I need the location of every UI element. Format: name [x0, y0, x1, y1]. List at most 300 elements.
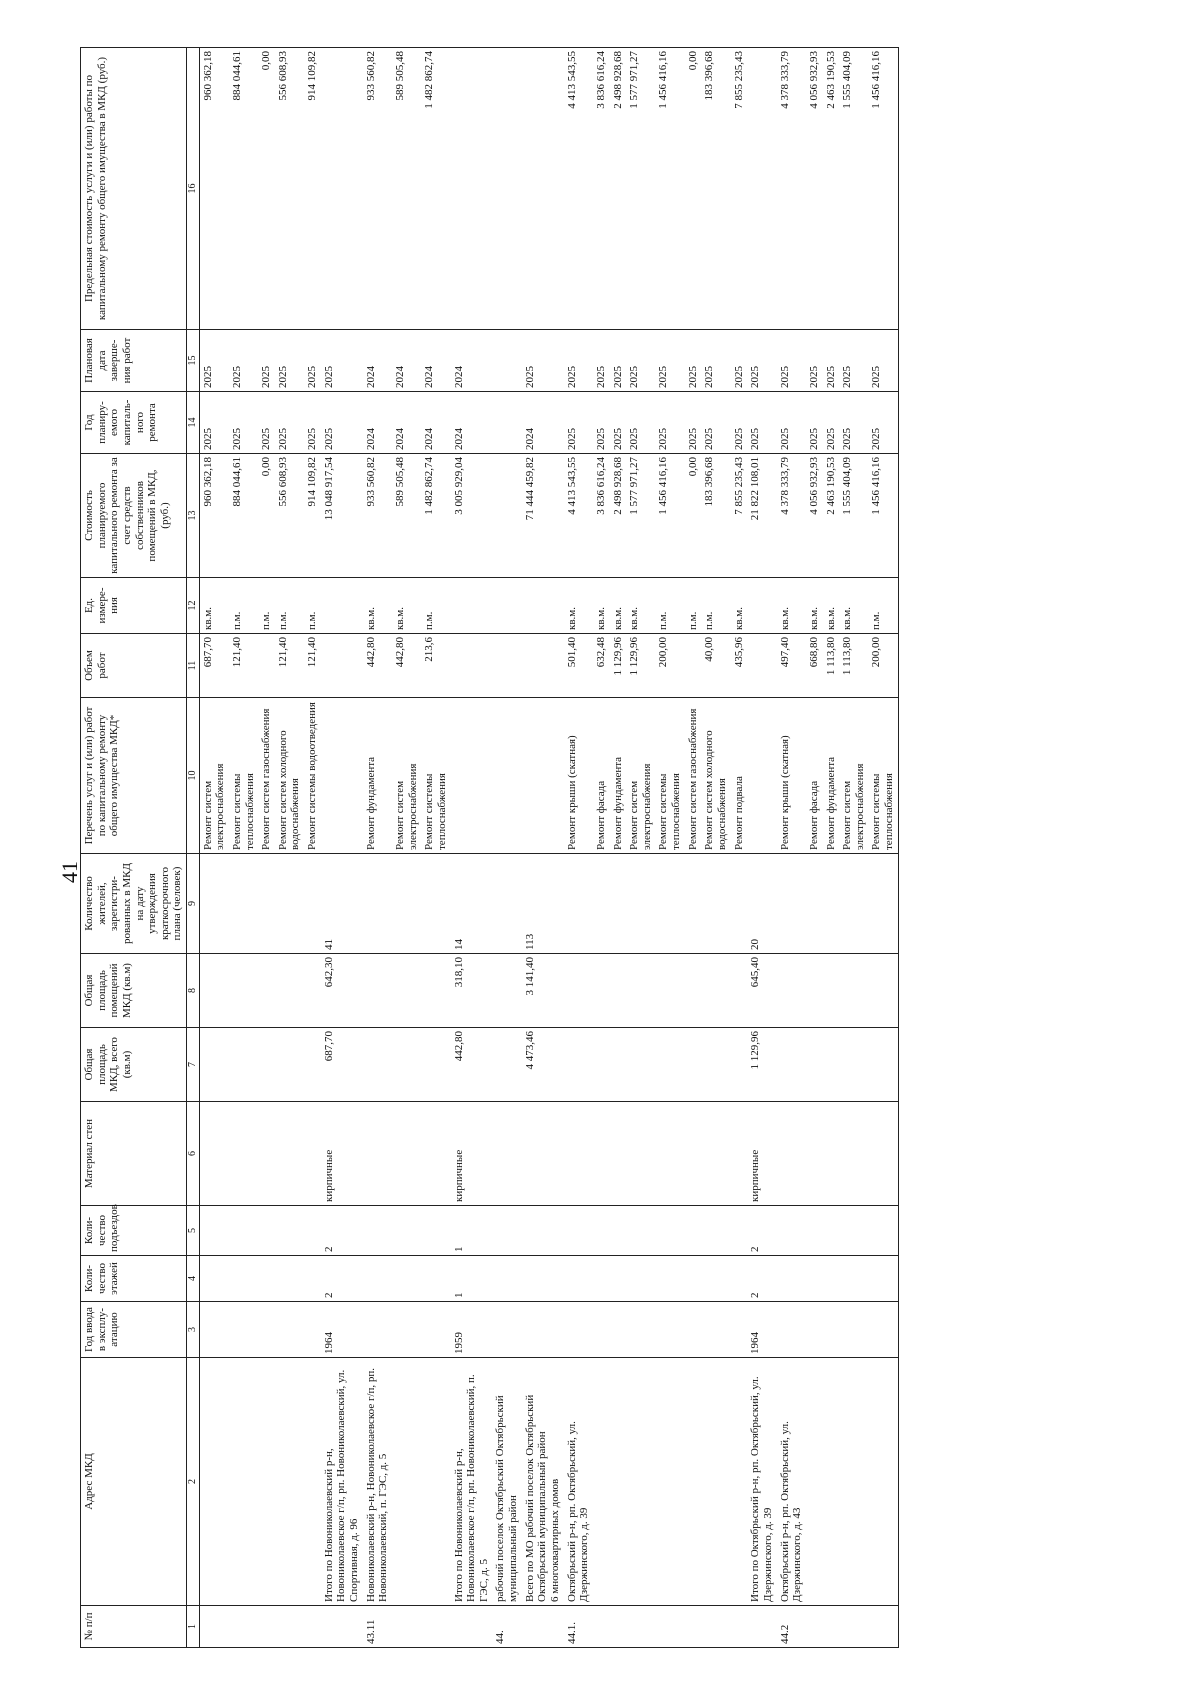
- column-number: 11: [187, 634, 200, 698]
- table-cell: 2025: [199, 330, 229, 392]
- table-cell: 1 577 971,27: [626, 48, 655, 330]
- table-cell: 2025: [701, 330, 730, 392]
- table-cell: 2025: [304, 392, 321, 454]
- table-cell: 1 555 404,09: [839, 454, 868, 578]
- table-cell: [655, 1302, 684, 1358]
- table-cell: 2025: [777, 392, 806, 454]
- table-row: [806, 48, 823, 1648]
- table-cell: [731, 1256, 748, 1302]
- table-cell: Ремонт системы теплоснабжения: [655, 698, 684, 854]
- table-cell: кирпичные: [747, 1102, 776, 1206]
- table-cell: 589 505,48: [392, 454, 421, 578]
- table-cell: [522, 1302, 564, 1358]
- table-row: [522, 48, 564, 1648]
- table-cell: 2025: [564, 330, 593, 392]
- table-cell: [321, 578, 363, 634]
- table-cell: 0,00: [258, 48, 275, 330]
- table-cell: [823, 1256, 840, 1302]
- table-cell: [363, 854, 392, 954]
- table-cell: [823, 1206, 840, 1256]
- table-row: [685, 48, 702, 1648]
- table-cell: Ремонт систем газоснабжения: [258, 698, 275, 854]
- column-header-14: Год планиру-емого капиталь-ного ремонта: [81, 392, 187, 454]
- column-number: 8: [187, 954, 200, 1028]
- table-cell: 2025: [823, 330, 840, 392]
- table-cell: 4 473,46: [522, 1028, 564, 1102]
- table-cell: 2025: [610, 330, 627, 392]
- table-cell: [839, 1256, 868, 1302]
- table-cell: [777, 954, 806, 1028]
- table-cell: [777, 1302, 806, 1358]
- table-cell: [229, 1302, 258, 1358]
- table-row: [392, 48, 421, 1648]
- table-cell: [839, 954, 868, 1028]
- table-cell: 7 855 235,43: [731, 48, 748, 330]
- table-cell: 14: [451, 854, 493, 954]
- table-cell: [593, 1028, 610, 1102]
- table-cell: [685, 954, 702, 1028]
- table-cell: [199, 1206, 229, 1256]
- table-cell: [839, 1358, 868, 1606]
- table-cell: [258, 634, 275, 698]
- table-cell: [701, 1606, 730, 1648]
- table-cell: [610, 1028, 627, 1102]
- table-cell: [492, 1028, 521, 1102]
- table-cell: 2025: [655, 330, 684, 392]
- table-cell: 1959: [451, 1302, 493, 1358]
- table-cell: [522, 634, 564, 698]
- table-cell: [363, 1102, 392, 1206]
- table-cell: [610, 854, 627, 954]
- table-row: [701, 48, 730, 1648]
- table-cell: п.м.: [304, 578, 321, 634]
- table-cell: [655, 1028, 684, 1102]
- table-cell: кв.м.: [823, 578, 840, 634]
- table-row: [626, 48, 655, 1648]
- table-cell: [610, 1358, 627, 1606]
- table-cell: [321, 48, 363, 330]
- table-cell: [304, 1358, 321, 1606]
- table-cell: 2025: [275, 330, 304, 392]
- table-cell: 121,40: [304, 634, 321, 698]
- table-cell: [685, 1206, 702, 1256]
- table-cell: [747, 1606, 776, 1648]
- table-cell: Ремонт фасада: [806, 698, 823, 854]
- table-cell: [626, 1256, 655, 1302]
- table-cell: 121,40: [229, 634, 258, 698]
- table-cell: 2025: [868, 392, 898, 454]
- table-cell: 960 362,18: [199, 48, 229, 330]
- table-cell: [777, 1102, 806, 1206]
- table-cell: [731, 854, 748, 954]
- table-cell: [492, 1102, 521, 1206]
- table-cell: 933 560,82: [363, 454, 392, 578]
- table-cell: [777, 1028, 806, 1102]
- table-cell: [823, 1606, 840, 1648]
- table-cell: 21 822 108,01: [747, 454, 776, 578]
- table-cell: кв.м.: [593, 578, 610, 634]
- table-cell: п.м.: [421, 578, 450, 634]
- table-cell: кв.м.: [731, 578, 748, 634]
- table-cell: 7 855 235,43: [731, 454, 748, 578]
- table-cell: [258, 954, 275, 1028]
- table-cell: [839, 1606, 868, 1648]
- table-cell: 4 413 543,55: [564, 454, 593, 578]
- table-cell: п.м.: [868, 578, 898, 634]
- table-cell: [451, 48, 493, 330]
- table-row: [421, 48, 450, 1648]
- table-cell: [626, 1206, 655, 1256]
- table-cell: 0,00: [685, 454, 702, 578]
- table-cell: Ремонт крыши (скатная): [564, 698, 593, 854]
- column-number: 12: [187, 578, 200, 634]
- table-cell: 1 129,96: [747, 1028, 776, 1102]
- table-cell: [199, 1028, 229, 1102]
- table-cell: Ремонт систем газоснабжения: [685, 698, 702, 854]
- table-cell: [593, 1606, 610, 1648]
- table-cell: 2025: [868, 330, 898, 392]
- table-cell: [451, 578, 493, 634]
- table-cell: [392, 854, 421, 954]
- table-cell: п.м.: [701, 578, 730, 634]
- column-header-8: Общая площадь помещений МКД (кв.м): [81, 954, 187, 1028]
- table-cell: п.м.: [275, 578, 304, 634]
- table-cell: Ремонт систем холодного водоснабжения: [275, 698, 304, 854]
- column-header-15: Плановая дата заверше-ния работ: [81, 330, 187, 392]
- table-cell: 2025: [777, 330, 806, 392]
- table-cell: 1 129,96: [626, 634, 655, 698]
- table-cell: [421, 1358, 450, 1606]
- table-cell: [492, 634, 521, 698]
- column-number: 5: [187, 1206, 200, 1256]
- table-cell: 4 378 333,79: [777, 454, 806, 578]
- table-cell: [806, 1028, 823, 1102]
- column-header-3: Год ввода в эксплу-атацию: [81, 1302, 187, 1358]
- table-row: [777, 48, 806, 1648]
- table-cell: 4 056 932,93: [806, 454, 823, 578]
- table-cell: [610, 1206, 627, 1256]
- table-cell: [839, 854, 868, 954]
- table-cell: 2025: [593, 330, 610, 392]
- table-cell: [451, 634, 493, 698]
- column-header-1: № п/п: [81, 1606, 187, 1648]
- table-cell: 1 482 862,74: [421, 454, 450, 578]
- table-cell: [868, 1206, 898, 1256]
- table-cell: 2 463 190,53: [823, 454, 840, 578]
- table-cell: 435,96: [731, 634, 748, 698]
- table-cell: [839, 1028, 868, 1102]
- table-cell: [199, 1358, 229, 1606]
- header-row: [81, 48, 187, 1648]
- table-cell: Ремонт системы водоотведения: [304, 698, 321, 854]
- table-cell: кв.м.: [777, 578, 806, 634]
- table-cell: [806, 1302, 823, 1358]
- table-cell: Ремонт фундамента: [610, 698, 627, 854]
- table-cell: [492, 48, 521, 330]
- table-cell: 442,80: [451, 1028, 493, 1102]
- table-cell: кирпичные: [451, 1102, 493, 1206]
- table-cell: [731, 1028, 748, 1102]
- table-cell: [199, 954, 229, 1028]
- table-cell: Ремонт фасада: [593, 698, 610, 854]
- table-cell: [564, 954, 593, 1028]
- table-cell: п.м.: [685, 578, 702, 634]
- table-cell: [421, 1256, 450, 1302]
- table-cell: 2024: [363, 330, 392, 392]
- table-cell: 1: [451, 1256, 493, 1302]
- table-row: [321, 48, 363, 1648]
- column-header-6: Материал стен: [81, 1102, 187, 1206]
- table-cell: [392, 1256, 421, 1302]
- table-cell: 183 396,68: [701, 454, 730, 578]
- table-cell: [199, 854, 229, 954]
- table-cell: [492, 954, 521, 1028]
- table-cell: 668,80: [806, 634, 823, 698]
- table-cell: [492, 854, 521, 954]
- table-cell: [626, 854, 655, 954]
- table-cell: 40,00: [701, 634, 730, 698]
- table-cell: Новониколаевский р-н, Новониколаевское г/п, рп. Новониколаевский, п. ГЭС, д. 5: [363, 1358, 392, 1606]
- table-cell: [655, 954, 684, 1028]
- table-cell: 2024: [421, 330, 450, 392]
- column-number: 15: [187, 330, 200, 392]
- column-number: 3: [187, 1302, 200, 1358]
- table-cell: 632,48: [593, 634, 610, 698]
- table-cell: [701, 854, 730, 954]
- table-cell: [731, 1358, 748, 1606]
- table-cell: [868, 1102, 898, 1206]
- table-cell: [451, 698, 493, 854]
- column-header-9: Количество жителей, зарегистри-рованных в МКД на дату утверждения краткосрочного плана (человек): [81, 854, 187, 954]
- table-cell: Ремонт системы теплоснабжения: [421, 698, 450, 854]
- table-cell: 0,00: [685, 48, 702, 330]
- table-cell: [823, 1028, 840, 1102]
- table-cell: [275, 954, 304, 1028]
- column-header-7: Общая площадь МКД, всего (кв.м): [81, 1028, 187, 1102]
- table-cell: [522, 1256, 564, 1302]
- table-cell: [655, 1256, 684, 1302]
- table-cell: 3 005 929,04: [451, 454, 493, 578]
- table-cell: кв.м.: [610, 578, 627, 634]
- table-cell: [229, 1028, 258, 1102]
- table-cell: [321, 1606, 363, 1648]
- table-cell: 44.2: [777, 1606, 806, 1648]
- table-cell: 1 577 971,27: [626, 454, 655, 578]
- table-row: [229, 48, 258, 1648]
- table-cell: кв.м.: [806, 578, 823, 634]
- table-cell: [492, 698, 521, 854]
- table-cell: [731, 1102, 748, 1206]
- table-cell: 213,6: [421, 634, 450, 698]
- table-cell: 183 396,68: [701, 48, 730, 330]
- table-cell: [492, 1206, 521, 1256]
- table-cell: [701, 1302, 730, 1358]
- table-cell: [304, 1256, 321, 1302]
- table-cell: 2: [747, 1206, 776, 1256]
- table-cell: [363, 1206, 392, 1256]
- table-cell: 44.: [492, 1606, 521, 1648]
- table-cell: 1: [451, 1206, 493, 1256]
- page-number: 41: [57, 861, 82, 883]
- table-cell: 2025: [626, 330, 655, 392]
- table-cell: [593, 1256, 610, 1302]
- table-cell: [522, 1606, 564, 1648]
- table-cell: [655, 854, 684, 954]
- table-cell: [492, 330, 521, 392]
- table-cell: [199, 1302, 229, 1358]
- table-cell: 914 109,82: [304, 454, 321, 578]
- table-cell: [685, 634, 702, 698]
- table-cell: Октябрьский р-н, рп. Октябрьский, ул. Дзержинского, д. 43: [777, 1358, 806, 1606]
- table-cell: 2: [747, 1256, 776, 1302]
- table-cell: 687,70: [321, 1028, 363, 1102]
- table-cell: [701, 1358, 730, 1606]
- table-cell: [868, 1028, 898, 1102]
- table-cell: [610, 1606, 627, 1648]
- table-cell: [610, 1302, 627, 1358]
- column-header-5: Коли-чество подъездов: [81, 1206, 187, 1256]
- table-cell: [522, 48, 564, 330]
- table-cell: 2025: [321, 330, 363, 392]
- table-cell: 2024: [392, 392, 421, 454]
- table-cell: [258, 1606, 275, 1648]
- table-cell: [610, 1256, 627, 1302]
- table-cell: рабочий поселок Октябрьский Октябрьский муниципальный район: [492, 1358, 521, 1606]
- column-header-10: Перечень услуг и (или) работ по капитальному ремонту общего имущества МКД*: [81, 698, 187, 854]
- column-number: 2: [187, 1358, 200, 1606]
- column-number: 16: [187, 48, 200, 330]
- table-row: [304, 48, 321, 1648]
- table-row: [839, 48, 868, 1648]
- table-cell: 113: [522, 854, 564, 954]
- table-cell: 2025: [564, 392, 593, 454]
- table-cell: [229, 1102, 258, 1206]
- table-cell: 43.11: [363, 1606, 392, 1648]
- table-cell: 642,30: [321, 954, 363, 1028]
- column-header-16: Предельная стоимость услуги и (или) работы по капитальному ремонту общего имущества в МКД (руб.): [81, 48, 187, 330]
- table-cell: [731, 1206, 748, 1256]
- column-number: 9: [187, 854, 200, 954]
- table-row: [492, 48, 521, 1648]
- table-cell: [451, 1606, 493, 1648]
- table-cell: [731, 1302, 748, 1358]
- table-cell: [321, 698, 363, 854]
- table-cell: 2 463 190,53: [823, 48, 840, 330]
- table-cell: [868, 954, 898, 1028]
- table-cell: 556 608,93: [275, 48, 304, 330]
- table-cell: 3 836 616,24: [593, 48, 610, 330]
- table-cell: 1 113,80: [839, 634, 868, 698]
- table-cell: 2025: [304, 330, 321, 392]
- table-cell: кв.м.: [626, 578, 655, 634]
- table-cell: [304, 1028, 321, 1102]
- column-number: 13: [187, 454, 200, 578]
- table-cell: [421, 954, 450, 1028]
- table-cell: [839, 1206, 868, 1256]
- table-cell: Ремонт фундамента: [823, 698, 840, 854]
- table-cell: кирпичные: [321, 1102, 363, 1206]
- rotated-sheet: [80, 48, 1180, 1648]
- table-cell: 3 141,40: [522, 954, 564, 1028]
- table-cell: 2 498 928,68: [610, 454, 627, 578]
- column-number: 7: [187, 1028, 200, 1102]
- table-cell: [685, 1358, 702, 1606]
- column-header-2: Адрес МКД: [81, 1358, 187, 1606]
- table-cell: 2025: [626, 392, 655, 454]
- table-cell: [492, 1256, 521, 1302]
- table-cell: [806, 1256, 823, 1302]
- table-cell: [626, 954, 655, 1028]
- table-cell: 2025: [685, 330, 702, 392]
- table-cell: [806, 1206, 823, 1256]
- table-cell: 2025: [839, 392, 868, 454]
- table-cell: 1 555 404,09: [839, 48, 868, 330]
- table-cell: 1964: [747, 1302, 776, 1358]
- table-cell: [229, 1358, 258, 1606]
- table-cell: 2024: [451, 392, 493, 454]
- table-cell: [564, 1302, 593, 1358]
- table-cell: кв.м.: [363, 578, 392, 634]
- table-cell: 687,70: [199, 634, 229, 698]
- table-cell: 2025: [655, 392, 684, 454]
- table-cell: [806, 854, 823, 954]
- table-cell: [626, 1302, 655, 1358]
- column-header-4: Коли-чество этажей: [81, 1256, 187, 1302]
- table-cell: 442,80: [392, 634, 421, 698]
- table-cell: 121,40: [275, 634, 304, 698]
- table-cell: [777, 854, 806, 954]
- column-header-12: Ед. измере-ния: [81, 578, 187, 634]
- table-cell: [747, 48, 776, 330]
- table-cell: 2025: [747, 392, 776, 454]
- table-cell: 2024: [522, 392, 564, 454]
- table-cell: Октябрьский р-н, рп. Октябрьский, ул. Дзержинского, д. 39: [564, 1358, 593, 1606]
- table-cell: [626, 1102, 655, 1206]
- table-cell: [421, 1606, 450, 1648]
- table-cell: 1 482 862,74: [421, 48, 450, 330]
- table-cell: 2: [321, 1256, 363, 1302]
- table-cell: 2025: [321, 392, 363, 454]
- table-cell: Итого по Новониколаевский р-н, Новониколаевское г/п, рп. Новониколаевский, п. ГЭС, д. 5: [451, 1358, 493, 1606]
- table-cell: [304, 854, 321, 954]
- column-number: 1: [187, 1606, 200, 1648]
- table-cell: 2025: [199, 392, 229, 454]
- table-cell: [275, 1256, 304, 1302]
- table-cell: 20: [747, 854, 776, 954]
- table-cell: [610, 954, 627, 1028]
- table-cell: 2025: [701, 392, 730, 454]
- table-cell: [701, 1256, 730, 1302]
- table-cell: [806, 954, 823, 1028]
- column-number: 6: [187, 1102, 200, 1206]
- table-cell: 2025: [731, 330, 748, 392]
- table-cell: 2025: [731, 392, 748, 454]
- table-cell: [392, 954, 421, 1028]
- table-cell: [868, 854, 898, 954]
- column-header-13: Стоимость планируемого капитального ремонта за счет средств собственников помещений в МКД, (руб.): [81, 454, 187, 578]
- table-cell: [229, 1256, 258, 1302]
- table-cell: [421, 1102, 450, 1206]
- table-cell: [868, 1256, 898, 1302]
- table-cell: 501,40: [564, 634, 593, 698]
- table-cell: [421, 1302, 450, 1358]
- table-cell: 2025: [806, 392, 823, 454]
- table-row: [258, 48, 275, 1648]
- table-cell: [522, 1206, 564, 1256]
- table-cell: 1 456 416,16: [868, 48, 898, 330]
- table-cell: 2024: [421, 392, 450, 454]
- table-cell: Ремонт крыши (скатная): [777, 698, 806, 854]
